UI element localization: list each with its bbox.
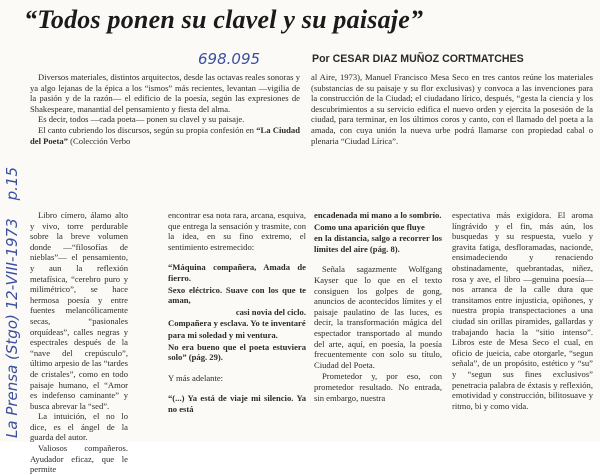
- intro-paragraph-1: Diversos materiales, distintos arquitectos, desde las octavas reales sonoras y ya algo lejanas de la épica a los “ismos” más recientes, levantan —vigilia de la pasión y de la razón— el edificio de la poesía, según las expresiones de Shakespeare, manantial del pensamiento y fiesta del alma.: [30, 72, 300, 114]
- verse-line-2: Sexo eléctrico. Suave con los que te aman,: [168, 284, 306, 306]
- handwritten-source-note: [3, 0, 21, 438]
- col1-paragraph-2: La intuición, el no lo dice, es el ángel de la guarda del autor.: [30, 411, 128, 443]
- body-column-4: [452, 210, 593, 411]
- verse-line-7: “(...) Ya está de viaje mi silencio. Ya no está: [168, 393, 306, 414]
- spacer: [168, 364, 306, 373]
- verse-line-3: casi novia del ciclo.: [235, 306, 306, 317]
- body-column-1: [30, 210, 128, 475]
- intro-paragraph-3-tail: (Colección Verbo: [67, 135, 131, 146]
- handwritten-catalog-number: 698.095: [198, 50, 261, 68]
- verse-line-8: encadenada mi mano a lo sombrío.: [314, 210, 442, 220]
- intro-right-paragraph: al Aire, 1973), Manuel Francisco Mesa Seco en tres cantos reúne los materiales (substancias de su paisaje y su flor exclusivas) y convoca a las invenciones para la construcción de la Ciudad; el ciudadano lírico, después, “gesta la ciencia y los descubrimientos a su servicio edifica el nuevo orden y ejercita la posesión de la ciudad, para terminar, en los últimos coros y canto, con el llamado del poeta a la amada, con cuya unión la nueva urbe podrá llamarse con propiedad cabal o plenaria “Ciudad Lírica”.: [311, 72, 593, 146]
- headline: “Todos ponen su clavel y su paisaje”: [24, 5, 424, 34]
- intro-column: [30, 72, 300, 146]
- spacer: [168, 253, 306, 262]
- handwritten-source-text: La Prensa (Stgo) 12-VIII-1973: [3, 218, 21, 438]
- col2-paragraph-2: Y más adelante:: [168, 372, 224, 383]
- verse-line-4: Compañera y esclava. Yo te inventaré: [168, 318, 306, 329]
- spacer: [314, 255, 442, 264]
- col2-paragraph-1: encontrar esa nota rara, arcana, esquiva, que entrega la sensación y trasmite, con la idea, en su fino extremo, el sentimiento estremecido:: [168, 210, 306, 252]
- verse-line-10: en la distancia, salgo a recorrer los límites del aire (pág. 8).: [314, 233, 442, 254]
- verse-line-1: “Máquina compañera, Amada de fierro.: [168, 262, 306, 283]
- col3-paragraph-2: Prometedor y, por eso, con prometedor resultado. No entrada, sin embargo, nuestra: [314, 371, 442, 403]
- verse-line-5: para mi soledad y mi ventura.: [168, 329, 278, 340]
- body-column-2: [168, 210, 306, 416]
- book-title: “La Ciudad del Poeta”: [30, 124, 300, 146]
- byline: Por CESAR DIAZ MUÑOZ CORTMATCHES: [312, 53, 524, 65]
- col1-paragraph-3: Valiosos compañeros. Ayudador eficaz, que le permite: [30, 443, 128, 475]
- handwritten-page-mark: p.15: [3, 166, 21, 201]
- intro-paragraph-2: Es decir, todos —cada poeta— ponen su clavel y su paisaje.: [38, 114, 245, 125]
- verse-line-6: No era bueno que el poeta estuviera solo” (pág. 29).: [168, 341, 306, 363]
- intro-paragraph-3: [30, 125, 300, 146]
- col3-paragraph-1: Señala sagazmente Wolfgang Kayser que lo que en el texto consiguen los golpes de gong, anuncios de acontecidos límites y el paisaje paulatino de las luces, es decir, la transformación mágica del espectador transportado al mundo del arte, aquí, en poesía, la poesía frecuentemente con solo su título, Ciudad del Poeta.: [314, 264, 442, 370]
- col4-paragraph-1: espectativa más exigidora. El aroma língrávido y el fin, más aún, los busquedas y su respuesta, vuelo y gravita fatiga, desfloramadas, nacionde, ensimadeciendo y renaciendo obstinadamente, quebrantadas, niñez, rosa y ave, el libro —genuina poesía— nos arranca de la calle dura que transitamos entre injusticia, opiñones, y nuestra propia transpectaciones a una ciudad sin orillas piramides, gallardas y trabajando hacia la “sitio intenso”. Libros este de Mesa Seco el cual, en oficio de jueicia, cabe otorgarle, “segun señala”, de un propósito, estético y “su” y “segun sus fines exclusivos” penetracia palabra de éxtasis y reflexión, emotividad y construcción, bilitosuave y ritmo, bi y como vida.: [452, 210, 593, 411]
- body-column-3: [314, 210, 442, 404]
- intro-paragraph-3-text: El canto cubriendo los discursos, según su propia confesión en: [38, 124, 257, 135]
- verse-line-9: Como una aparición que fluye: [314, 221, 425, 232]
- intro-right-column: [311, 72, 593, 146]
- col1-paragraph-1: Libro címero, álamo alto y vivo, torre perdurable sobre la breve volumen donde —“filosofías de nieblas”— el pensamiento, y aun la reflexión metafísica, “cerebro puro y milimétrico”, se hace hermosa poesía y entre fuentes melancólicamente secas, “pasionales orquídeas”, calles negras y espectrales después de la “nave del crepúsculo”, último arpesio de las “tardes de cristales”, como en todo paisaje humano, el “Amor es indefenso caminante” y busca abrevar la “sed”.: [30, 210, 128, 411]
- spacer: [168, 384, 306, 393]
